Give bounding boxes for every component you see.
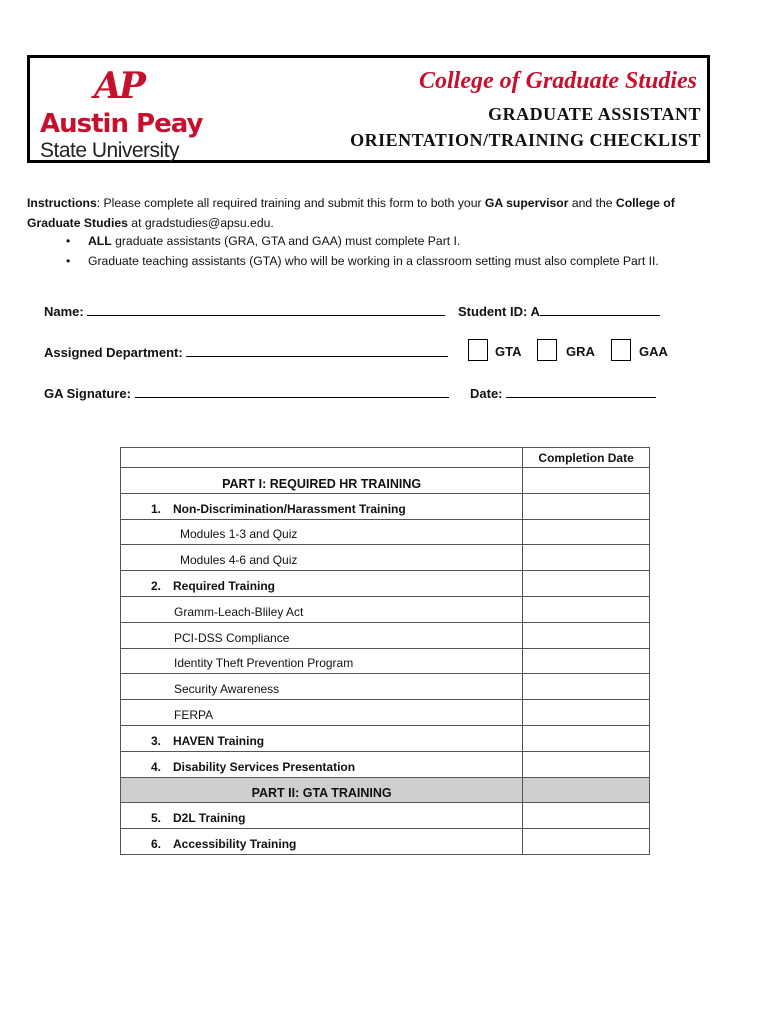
instructions-label: Instructions [27,196,97,210]
training-item-cell [121,493,523,519]
department-field-row [44,344,448,360]
training-item-cell: Gramm-Leach-Bliley Act [121,596,523,622]
gta-checkbox[interactable] [468,339,488,361]
form-title-line2: ORIENTATION/TRAINING CHECKLIST [350,130,701,150]
table-row [121,622,650,648]
form-title-line1: GRADUATE ASSISTANT [488,104,701,124]
training-item-cell: FERPA [121,700,523,726]
table-row [121,571,650,597]
item-text: Required Training [173,578,276,593]
part1-header-row [121,468,650,494]
training-item-cell [121,571,523,597]
bullet-item-1 [66,231,659,251]
logo-ap-mark: AP [94,65,144,107]
training-item-cell: PCI-DSS Compliance [121,622,523,648]
training-item-cell: Modules 4-6 and Quiz [121,545,523,571]
student-id-label: Student ID: A [458,304,540,319]
signature-input-line[interactable] [135,385,449,398]
student-id-row [458,303,660,319]
training-item-cell: Security Awareness [121,674,523,700]
item-number: 6. [151,836,162,851]
completion-date-cell[interactable] [523,803,650,829]
bullet1-text: graduate assistants (GRA, GTA and GAA) must complete Part I. [111,234,461,248]
header-box [27,55,710,163]
logo-subtitle: State University [40,139,180,162]
completion-date-cell[interactable] [523,468,650,494]
department-label: Assigned Department: [44,345,183,360]
date-label: Date: [470,386,503,401]
blank-header-cell [121,448,523,468]
item-number: 4. [151,759,162,774]
table-row [121,674,650,700]
date-input-line[interactable] [506,385,656,398]
table-row [121,725,650,751]
item-text: Accessibility Training [173,836,297,851]
gra-checkbox[interactable] [537,339,557,361]
signature-field-row [44,385,449,401]
item-number: 5. [151,811,162,826]
bullet1-bold: ALL [88,234,112,248]
training-item-cell [121,751,523,777]
table-row [121,751,650,777]
table-row [121,493,650,519]
table-row [121,829,650,855]
table-row [121,545,650,571]
item-number: 1. [151,501,162,516]
table-row [121,803,650,829]
logo-name: Austin Peay [40,109,203,139]
completion-date-cell[interactable] [523,648,650,674]
completion-date-cell[interactable] [523,622,650,648]
table-row [121,596,650,622]
instructions-text1: : Please complete all required training and submit this form to both your [96,196,485,210]
instructions-bullets [66,231,659,271]
item-number: 2. [151,578,162,593]
instructions-paragraph [27,193,717,233]
name-input-line[interactable] [87,303,445,316]
item-number: 3. [151,733,162,748]
department-input-line[interactable] [186,344,448,357]
bullet-item-2: • Graduate teaching assistants (GTA) who will be working in a classroom setting must also complete Part II. [66,251,659,271]
student-id-input-line[interactable] [540,303,660,316]
item-text: D2L Training [173,811,246,826]
gta-label: GTA [495,344,522,359]
signature-label: GA Signature: [44,386,131,401]
completion-date-cell[interactable] [523,700,650,726]
part2-title: PART II: GTA TRAINING [121,777,523,803]
instructions-text3: at gradstudies@apsu.edu. [127,216,274,230]
training-item-cell: Modules 1-3 and Quiz [121,519,523,545]
table-row [121,519,650,545]
completion-date-cell[interactable] [523,519,650,545]
college-name: College of Graduate Studies [418,68,697,94]
completion-date-cell[interactable] [523,751,650,777]
table-row [121,700,650,726]
completion-date-cell[interactable] [523,829,650,855]
training-item-cell: Identity Theft Prevention Program [121,648,523,674]
gaa-label: GAA [639,344,668,359]
completion-date-cell[interactable] [523,725,650,751]
gaa-checkbox[interactable] [611,339,631,361]
training-item-cell [121,725,523,751]
item-text: Non-Discrimination/Harassment Training [173,501,406,516]
college-text: College of Graduate Studies [27,196,675,230]
training-item-cell [121,803,523,829]
completion-date-cell [523,777,650,803]
completion-date-cell[interactable] [523,674,650,700]
completion-date-header: Completion Date [523,448,650,468]
completion-date-cell[interactable] [523,571,650,597]
ga-supervisor-text: GA supervisor [484,196,569,210]
name-field-row [44,303,445,319]
part1-title: PART I: REQUIRED HR TRAINING [121,468,523,494]
date-field-row [470,385,656,401]
table-row [121,648,650,674]
item-text: Disability Services Presentation [173,759,356,774]
training-checklist-table [120,447,650,855]
part2-header-row [121,777,650,803]
completion-date-cell[interactable] [523,493,650,519]
completion-date-cell[interactable] [523,596,650,622]
apsu-logo [38,65,203,162]
training-item-cell [121,829,523,855]
completion-date-cell[interactable] [523,545,650,571]
item-text: HAVEN Training [173,733,265,748]
instructions-text2: and the [568,196,616,210]
table-header-row [121,448,650,468]
name-label: Name: [44,304,84,319]
gra-label: GRA [566,344,595,359]
